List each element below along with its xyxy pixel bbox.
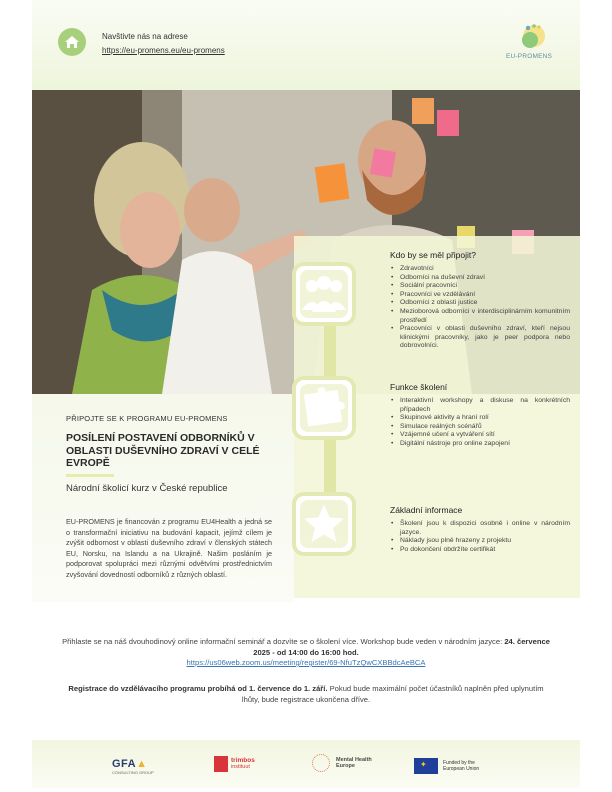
list-item: • Skupinové aktivity a hraní rolí — [390, 414, 570, 423]
list-item: • Náklady jsou plně hrazeny z projektu — [390, 537, 570, 546]
logo-name: trimbos — [231, 757, 255, 764]
logo-sub: CONSULTING GROUP — [112, 770, 154, 775]
list-item: • Odborníci na duševní zdraví — [390, 274, 570, 283]
eu-funded-logo: ✦ Funded by the European Union — [414, 758, 493, 774]
section-basic-info — [390, 505, 570, 554]
list-item: • Pracovníci v oblasti duševního zdraví, kteří nejsou klinickými pracovníky, jako je peer podpora nebo dobrovolníci. — [390, 325, 570, 351]
registration-period: Registrace do vzdělávacího programu probíhá od 1. července do 1. září. — [68, 684, 328, 693]
list-item: • Digitální nástroje pro online zapojení — [390, 440, 570, 449]
logo-name: Funded by the European Union — [443, 760, 480, 772]
list-item: • Interaktivní workshopy a diskuse na konkrétních případech — [390, 397, 570, 414]
list-item: • Sociální pracovníci — [390, 282, 570, 291]
puzzle-icon — [292, 376, 356, 440]
list-item: • Mezioborová odborníci v interdisciplinárním komunitním prostředí — [390, 308, 570, 325]
section-title: Základní informace — [390, 505, 463, 515]
list-item: • Simulace reálných scénářů — [390, 423, 570, 432]
list-item: • Vzájemné učení a vytváření sítí — [390, 431, 570, 440]
seminar-text: Přihlaste se na náš dvouhodinový online informační seminář a dozvíte se o školení více. Workshop bude veden v národním jazyce: — [62, 637, 503, 646]
section-title: Kdo by se měl připojit? — [390, 250, 476, 260]
eu-promens-logo — [508, 22, 558, 72]
seminar-invitation — [60, 637, 552, 669]
list-item: • Odborníci z oblasti justice — [390, 299, 570, 308]
section-who — [390, 250, 570, 351]
trimbos-logo — [214, 756, 255, 772]
gfa-logo: GFA▲ CONSULTING GROUP — [112, 758, 154, 775]
people-group-icon — [292, 262, 356, 326]
visit-block — [102, 30, 225, 58]
seminar-date: 24. července 2025 - od 14:00 do 16:00 hod. — [253, 637, 550, 657]
list-item: • Pracovníci ve vzdělávání — [390, 291, 570, 300]
intro-body: EU-PROMENS je financován z programu EU4Health a jedná se o transformační iniciativu na budování kapacit, jejímž cílem je zvýšit odbornost v oblasti duševního zdraví v členských státech EU, Norsku, na Islandu a na Ukrajině. Našim posláním je podporovat spolupráci mezi různými odvětvími prostřednictvím zvyšování dovedností odborníků z různých oblastí. — [66, 517, 272, 579]
registration-note — [60, 684, 552, 705]
logo-name: GFA — [112, 758, 137, 770]
visit-label: Navštivte nás na adrese — [102, 32, 188, 41]
logo-text: EU-PROMENS — [506, 53, 553, 60]
list-item: • Po dokončení obdržíte certifikát — [390, 546, 570, 555]
home-icon[interactable] — [58, 28, 86, 56]
page-subtitle: Národní školicí kurz v České republice — [66, 483, 228, 494]
kicker-text: PŘIPOJTE SE K PROGRAMU EU-PROMENS — [66, 414, 228, 423]
logo-name: Mental Health Europe — [336, 756, 372, 769]
logo-sub: instituut — [231, 764, 250, 770]
registration-rest: Pokud bude maximální počet účastníků naplněn před uplynutím lhůty, bude registrace ukončena dříve. — [241, 684, 544, 704]
page-title: POSÍLENÍ POSTAVENÍ ODBORNÍKŮ V OBLASTI DUŠEVNÍHO ZDRAVÍ V CELÉ EVROPĚ — [66, 432, 260, 469]
list-item: • Zdravotníci — [390, 265, 570, 274]
section-features — [390, 382, 570, 449]
visit-url-link[interactable]: https://eu-promens.eu/eu-promens — [102, 46, 225, 55]
star-icon — [292, 492, 356, 556]
register-link[interactable]: https://us06web.zoom.us/meeting/register/69-NfuTzQwCXBBdcAeBCA — [186, 658, 426, 667]
mhe-logo — [312, 754, 372, 772]
section-title: Funkce školení — [390, 382, 448, 392]
list-item: • Školení jsou k dispozici osobně i online v národním jazyce. — [390, 520, 570, 537]
title-underline — [66, 474, 114, 477]
